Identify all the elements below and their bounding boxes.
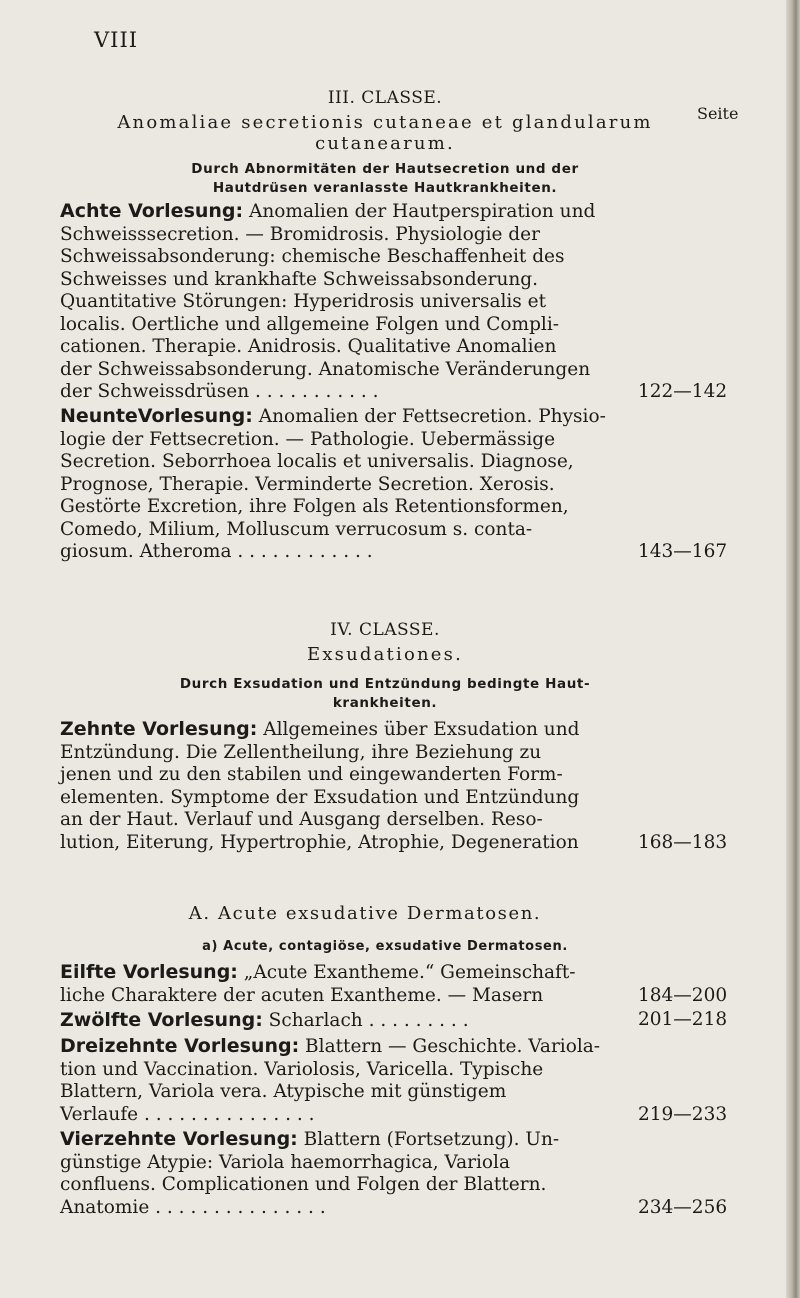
class4-subtitle-2: krankheiten. [332, 695, 438, 711]
entry-line: Anomalien der Fettsecretion. Physio- [252, 406, 606, 427]
entry-line: an der Haut. Verlauf und Ausgang derselben. Reso- [60, 809, 543, 830]
entry-line: Schweisssecretion. — Bromidrosis. Physiologie der [60, 223, 540, 245]
lecture-14-pages: 234—256 [638, 1196, 728, 1218]
page-edge [786, 0, 800, 1298]
entry-line: „Acute Exantheme.“ Gemeinschaft- [237, 962, 576, 983]
entry-line: elementen. Symptome der Exsudation und Entzündung [60, 786, 580, 808]
lecture-12-head: Zwölfte Vorlesung: [60, 1009, 263, 1031]
entry-line: lution, Eiterung, Hypertrophie, Atrophie, Degeneration [60, 831, 579, 853]
lecture-10-pages: 168—183 [638, 831, 728, 853]
section-a-subtitle: a) Acute, contagiöse, exsudative Dermatosen. [202, 939, 568, 954]
entry-line: Schweissabsonderung: chemische Beschaffenheit des [60, 246, 565, 267]
lecture-13-head: Dreizehnte Vorlesung: [60, 1035, 300, 1057]
entry-line: tion und Vaccination. Variolosis, Varicella. Typische [60, 1058, 544, 1080]
lecture-11-entry [60, 961, 760, 1007]
lecture-11-head: Eilfte Vorlesung: [60, 961, 238, 983]
lecture-10-head: Zehnte Vorlesung: [60, 718, 258, 740]
lecture-9-entry [60, 405, 760, 564]
entry-line: Allgemeines über Exsudation und [257, 719, 580, 740]
class3-latin-2: cutanearum. [315, 133, 455, 154]
section-a-title: A. Acute exsudative Dermatosen. [188, 903, 542, 924]
page-number: VIII [94, 28, 139, 52]
entry-line: Blattern (Fortsetzung). Un- [297, 1129, 560, 1150]
entry-line: Prognose, Therapie. Verminderte Secretion. Xerosis. [60, 473, 555, 495]
class4-title: IV. CLASSE. [330, 620, 440, 640]
entry-line: günstige Atypie: Variola haemorrhagica, Variola [60, 1151, 510, 1173]
entry-line: liche Charaktere der acuten Exantheme. — Masern [60, 984, 544, 1006]
entry-line: der Schweissdrüsen . . . . . . . . . . . [60, 381, 379, 402]
entry-line: Quantitative Störungen: Hyperidrosis universalis et [60, 291, 547, 312]
class3-subtitle-1: Durch Abnormitäten der Hautsecretion und der [191, 161, 579, 177]
class3-title: III. CLASSE. [327, 88, 443, 108]
lecture-9-head: NeunteVorlesung: [60, 405, 253, 427]
entry-line: Verlaufe . . . . . . . . . . . . . . . [60, 1103, 315, 1125]
entry-line: Schweisses und krankhafte Schweissabsonderung. [60, 268, 539, 290]
entry-line: jenen und zu den stabilen und eingewanderten Form- [60, 764, 563, 785]
lecture-13-pages: 219—233 [638, 1103, 728, 1125]
lecture-11-pages: 184—200 [638, 984, 728, 1006]
seite-label: Seite [697, 104, 739, 123]
entry-line: Blattern — Geschichte. Variola- [299, 1036, 601, 1057]
entry-line: localis. Oertliche und allgemeine Folgen und Compli- [60, 313, 560, 335]
class3-subtitle-2: Hautdrüsen veranlasste Hautkrankheiten. [212, 180, 558, 196]
entry-line: Anatomie . . . . . . . . . . . . . . . [60, 1196, 326, 1218]
entry-line: Gestörte Excretion, ihre Folgen als Retentionsformen, [60, 496, 569, 517]
entry-line: Secretion. Seborrhoea localis et universalis. Diagnose, [60, 451, 574, 472]
class3-latin-1: Anomaliae secretionis cutaneae et glandularum [117, 112, 653, 133]
entry-line: confluens. Complicationen und Folgen der Blattern. [60, 1174, 547, 1195]
entry-line: Blattern, Variola vera. Atypische mit günstigem [60, 1081, 507, 1102]
entry-line: Anomalien der Hautperspiration und [243, 201, 596, 222]
lecture-14-head: Vierzehnte Vorlesung: [60, 1128, 298, 1150]
entry-line: der Schweissabsonderung. Anatomische Veränderungen [60, 358, 591, 380]
entry-line: Entzündung. Die Zellentheilung, ihre Beziehung zu [60, 741, 542, 763]
lecture-9-pages: 143—167 [638, 541, 728, 562]
lecture-8-head: Achte Vorlesung: [60, 200, 244, 222]
entry-line: logie der Fettsecretion. — Pathologie. Uebermässige [60, 428, 556, 450]
class4-latin: Exsudationes. [306, 644, 463, 665]
lecture-12-pages: 201—218 [638, 1009, 728, 1030]
class4-subtitle-1: Durch Exsudation und Entzündung bedingte Haut- [179, 676, 591, 692]
lecture-10-entry [60, 718, 760, 854]
lecture-14-entry [60, 1128, 760, 1219]
lecture-8-entry [60, 200, 760, 404]
lecture-12-entry [60, 1009, 760, 1033]
entry-line: cationen. Therapie. Anidrosis. Qualitative Anomalien [60, 336, 557, 357]
entry-line: Comedo, Milium, Molluscum verrucosum s. conta- [60, 518, 533, 540]
lecture-8-pages: 122—142 [638, 381, 728, 402]
entry-line: Scharlach . . . . . . . . . [262, 1010, 469, 1031]
lecture-13-entry [60, 1035, 760, 1126]
entry-line: giosum. Atheroma . . . . . . . . . . . . [60, 541, 373, 562]
